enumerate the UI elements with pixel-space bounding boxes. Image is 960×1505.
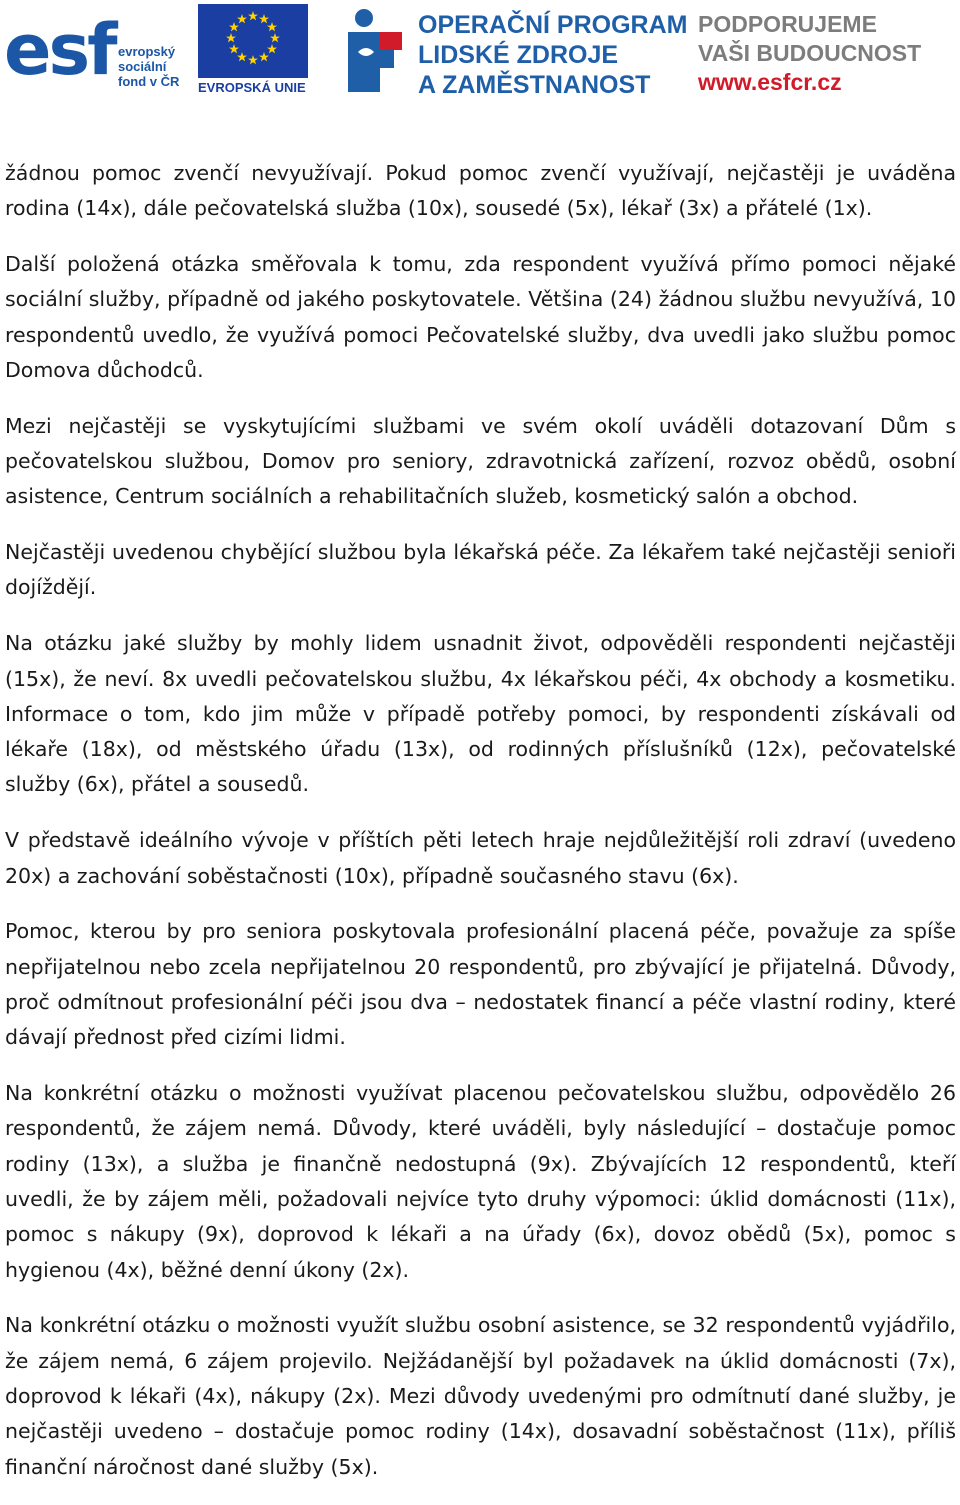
- puzzle-figure-icon: [344, 6, 406, 96]
- slogan-line-1: PODPORUJEME: [698, 11, 877, 37]
- esf-logo-wordmark: esf: [4, 9, 115, 91]
- eu-logo: [198, 4, 310, 96]
- eu-flag-icon: [198, 4, 308, 78]
- paragraph-7: Pomoc, kterou by pro seniora poskytovala profesionální placená péče, považuje za spíše nepřijatelnou nebo zcela nepřijatelnou 20 respondentů, pro zbývající je přijatelná. Důvody, proč odmítnout profesionální péči jsou dva – nedostatek financí a péče vlastní rodiny, které dávají přednost před cizími lidmi.: [5, 919, 956, 1050]
- document-body: [5, 156, 956, 1505]
- op-lzz-logo-text: [418, 10, 687, 100]
- esf-logo: [4, 4, 192, 96]
- op-line-2: LIDSKÉ ZDROJE: [418, 41, 619, 69]
- slogan-url: www.esfcr.cz: [698, 69, 842, 95]
- esf-logo-caption: [118, 44, 179, 89]
- esf-caption-line-2: sociální: [118, 59, 167, 74]
- paragraph-1: žádnou pomoc zvenčí nevyužívají. Pokud pomoc zvenčí využívají, nejčastěji je uváděna rodina (14x), dále pečovatelská služba (10x), sousedé (5x), lékař (3x) a přátelé (1x).: [5, 161, 956, 221]
- esf-caption-line-3: fond v ČR: [118, 74, 180, 89]
- paragraph-9: Na konkrétní otázku o možnosti využít službu osobní asistence, se 32 respondentů vyjádřilo, že zájem nemá, 6 zájem projevilo. Nejžádanější byl požadavek na úklid domácnosti (7x), doprovod k lékaři (4x), nákupy (2x). Mezi důvody uvedenými pro odmítnutí dané služby, je nejčastěji uvedeno – dostačuje pomoc rodiny (14x), dosavadní soběstačnost (11x), příliš finanční náročnost dané služby (5x).: [5, 1313, 956, 1479]
- op-line-1: OPERAČNÍ PROGRAM: [418, 11, 688, 39]
- paragraph-4: Nejčastěji uvedenou chybějící službou byla lékařská péče. Za lékařem také nejčastěji senioři dojíždějí.: [5, 540, 956, 600]
- eu-logo-caption: EVROPSKÁ UNIE: [198, 80, 306, 95]
- logo-banner: [0, 0, 960, 100]
- slogan-line-2: VAŠI BUDOUCNOST: [698, 40, 922, 66]
- support-slogan: [698, 10, 921, 97]
- paragraph-2: Další položená otázka směřovala k tomu, zda respondent využívá přímo pomoci nějaké sociální služby, případně od jakého poskytovatele. Většina (24) žádnou službu nevyužívá, 10 respondentů uvedlo, že využívá pomoci Pečovatelské služby, dva uvedli jako službu pomoc Domova důchodců.: [5, 252, 956, 382]
- paragraph-8: Na konkrétní otázku o možnosti využívat placenou pečovatelskou službu, odpovědělo 26 respondentů, že zájem nemá. Důvody, které uváděli, byly následující – dostačuje pomoc rodiny (13x), a služba je finančně nedostupná (9x). Zbývajících 12 respondentů, kteří uvedli, že by zájem měli, požadovali nejvíce tyto druhy výpomoci: úklid domácnosti (11x), pomoc s nákupy (9x), doprovod k lékaři a na úřady (6x), dovoz obědů (5x), pomoc s hygienou (4x), běžné denní úkony (2x).: [5, 1081, 956, 1282]
- paragraph-6: V představě ideálního vývoje v příštích pěti letech hraje nejdůležitější roli zdraví (uvedeno 20x) a zachování soběstačnosti (10x), případně současného stavu (6x).: [5, 828, 956, 888]
- esf-caption-line-1: evropský: [118, 44, 176, 59]
- op-lzz-logo: [344, 2, 688, 99]
- paragraph-3: Mezi nejčastěji se vyskytujícími službami ve svém okolí uváděli dotazovaní Dům s pečovatelskou službou, Domov pro seniory, zdravotnická zařízení, rozvoz obědů, osobní asistence, Centrum sociálních a rehabilitačních služeb, kosmetický salón a obchod.: [5, 413, 956, 509]
- op-line-3: A ZAMĚSTNANOST: [418, 71, 651, 99]
- paragraph-5: Na otázku jaké služby by mohly lidem usnadnit život, odpověděli respondenti nejčastěji (15x), že neví. 8x uvedli pečovatelskou službu, 4x lékařskou péči, 4x obchody a kosmetiku. Informace o tom, kdo jim může v případě potřeby pomoci, by respondenti získávali od lékaře (18x), od městského úřadu (13x), od rodinných příslušníků (12x), pečovatelské služby (6x), přátel a sousedů.: [5, 631, 956, 797]
